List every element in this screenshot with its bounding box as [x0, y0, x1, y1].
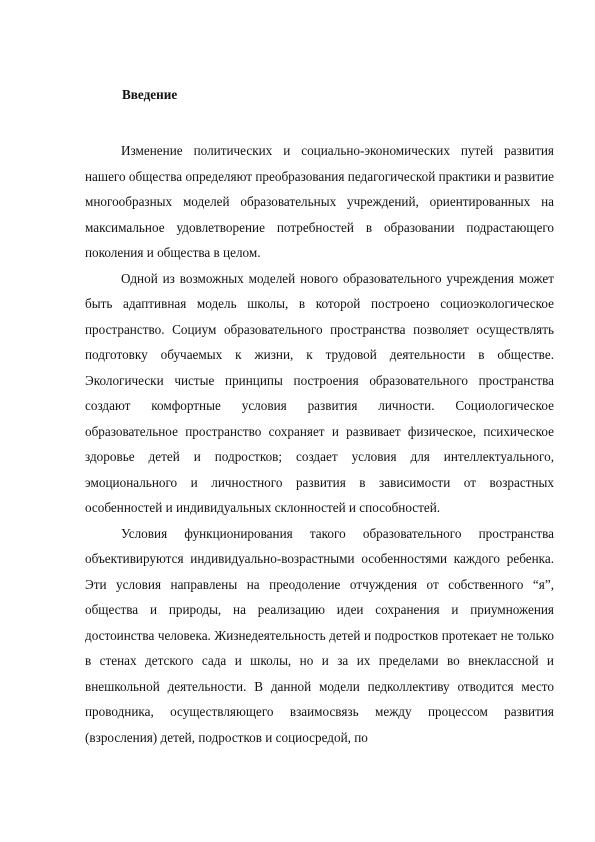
paragraph-3: Условия функционирования такого образовательного пространства объективируются индивидуально-возрастными особенностями каждого ребенка. Эти условия направлены на преодоление отчуждения от собственного “я”, общества и природы, на реализацию идеи сохранения и приумножения достоинства человека. Жизнедеятельность детей и подростков протекает не только в стенах детского сада и школы, но и за их пределами во внеклассной и внешкольной деятельности. В данной модели педколлективу отводится место проводника, осуществляющего взаимосвязь между процессом развития (взросления) детей, подростков и социосредой, по	[85, 525, 554, 745]
paragraph-1: Изменение политических и социально-экономических путей развития нашего общества определяют преобразования педагогической практики и развитие многообразных моделей образовательных учреждений, ориентированных на максимальное удовлетворение потребностей в образовании подрастающего поколения и общества в целом.	[85, 143, 554, 260]
document-body	[85, 138, 554, 750]
paragraph-2: Одной из возможных моделей нового образовательного учреждения может быть адаптивная модель школы, в которой построено социоэкологическое пространство. Социум образовательного пространства позволяет осуществлять подготовку обучаемых к жизни, к трудовой деятельности в обществе. Экологически чистые принципы построения образовательного пространства создают комфортные условия развития личности. Социологическое образовательное пространство сохраняет и развивает физическое, психическое здоровье детей и подростков; создает условия для интеллектуального, эмоционального и личностного развития в зависимости от возрастных особенностей и индивидуальных склонностей и способностей.	[85, 270, 554, 515]
document-heading: Введение	[122, 87, 178, 102]
